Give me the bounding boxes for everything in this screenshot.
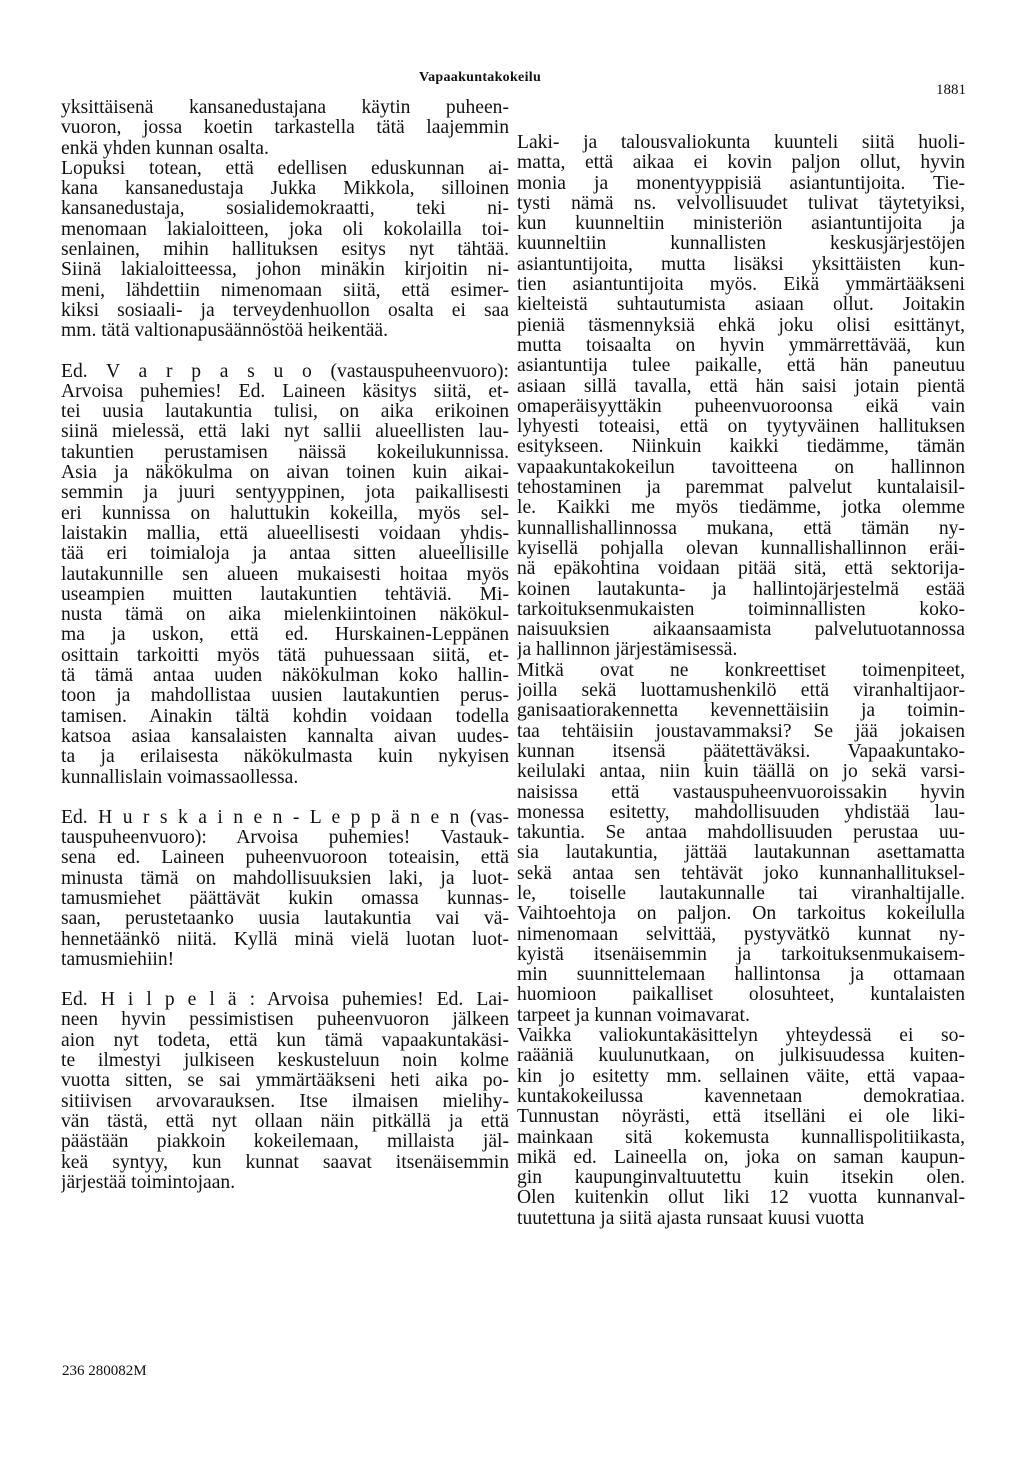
text-line: mutta toisaalta on hyvin ymmärrettävää, kun bbox=[517, 335, 965, 356]
text-line: aion nyt todeta, että kun tämä vapaakuntakäsi- bbox=[61, 1030, 509, 1051]
text-line: kunnallislain voimassaollessa. bbox=[61, 767, 299, 788]
text-line: eri kunnissa on haluttukin kokeilla, myös sel- bbox=[61, 503, 509, 524]
footer-printer-code: 236 280082M bbox=[62, 1363, 147, 1379]
text-line: katsoa asiaa kansalaisten kannalta aivan uudes- bbox=[61, 726, 509, 747]
text-line: tamusmiehet päättävät kukin omassa kunnas- bbox=[61, 888, 509, 909]
text-line: siinä mielessä, että laki nyt sallii alueellisten lau- bbox=[61, 422, 509, 443]
text-line: kuntakokeilussa kavennetaan demokratiaa. bbox=[517, 1086, 965, 1107]
text-line: monia ja monentyyppisiä asiantuntijoita. Tie- bbox=[517, 173, 965, 194]
text-line: tamusmiehiin! bbox=[61, 949, 175, 970]
text-line: lyhyesti toteaisi, että on tyytyväinen hallituksen bbox=[517, 417, 965, 438]
text-line: tei uusia lautakuntia tulisi, on aika erikoinen bbox=[61, 402, 509, 423]
text-line: naisuuksien aikaansaamista palvelutuotannossa bbox=[517, 620, 965, 641]
text-line: monessa esitetty, mahdollisuuden yhdistää lau- bbox=[517, 802, 965, 823]
text-line: Olen kuitenkin ollut liki 12 vuotta kunnanval- bbox=[517, 1188, 965, 1209]
text-line: asiantuntija tulee paikalle, että hän paneutuu bbox=[517, 356, 965, 377]
text-line: tä tämä antaa uuden näkökulman koko hallin- bbox=[61, 666, 509, 687]
text-line: mikä ed. Laineella on, joka on saman kaupun- bbox=[517, 1147, 965, 1168]
text-line: sia lautakuntia, jättää lautakunnan asettamatta bbox=[517, 843, 965, 864]
text-line: Ed. H i l p e l ä : Arvoisa puhemies! Ed. Lai- bbox=[61, 990, 509, 1011]
text-line: meni, lähdettiin nimenomaan siitä, että esimer- bbox=[61, 280, 509, 301]
text-line: Arvoisa puhemies! Ed. Laineen käsitys siitä, et- bbox=[61, 381, 509, 402]
text-line: nimenomaan selvittää, pystyvätkö kunnat ny- bbox=[517, 924, 965, 945]
page-number: 1881 bbox=[936, 82, 966, 98]
text-line: sena ed. Laineen puheenvuoroon toteaisin, että bbox=[61, 848, 509, 869]
text-line: kun kuunneltiin ministeriön asiantuntijoita ja bbox=[517, 214, 965, 235]
text-line: yksittäisenä kansanedustajana käytin puheen- bbox=[61, 98, 509, 118]
text-line: tien asiantuntijoita myös. Eikä ymmärtääkseni bbox=[517, 275, 965, 296]
text-line: Vaikka valiokuntakäsittelyn yhteydessä ei so- bbox=[517, 1026, 965, 1047]
paragraph-gap bbox=[61, 342, 509, 362]
text-line: Ed. V a r p a s u o (vastauspuheenvuoro): bbox=[61, 361, 509, 382]
text-line: kielteistä suhtautumista asiaan ollut. Joitakin bbox=[517, 295, 965, 316]
text-line: le. Kaikki me myös tiedämme, jotka olemme bbox=[517, 498, 965, 519]
text-line: ma ja uskon, että ed. Hurskainen-Leppänen bbox=[61, 625, 509, 646]
text-line: raääniä kuulunutkaan, on julkisuudessa kuiten- bbox=[517, 1046, 965, 1067]
text-line: esitykseen. Niinkuin kaikki tiedämme, tämän bbox=[517, 437, 965, 458]
text-line: neen hyvin pessimistisen puheenvuoron jälkeen bbox=[61, 1010, 509, 1031]
text-line: Lopuksi totean, että edellisen eduskunnan ai- bbox=[61, 158, 509, 179]
running-header-title: Vapaakuntakokeilu bbox=[418, 70, 542, 85]
paragraph-gap bbox=[61, 970, 509, 990]
text-line: matta, että aikaa ei kovin paljon ollut, hyvin bbox=[517, 153, 965, 174]
text-line: Laki- ja talousvaliokunta kuunteli siitä huoli- bbox=[517, 133, 965, 153]
text-line: toon ja mahdollistaa uusien lautakuntien perus- bbox=[61, 686, 509, 707]
text-line: tää eri toimialoja ja antaa sitten alueellisille bbox=[61, 544, 509, 565]
text-line: huomioon paikalliset olosuhteet, kuntalaisten bbox=[517, 985, 965, 1006]
text-line: asiantuntijoita, mutta lisäksi yksittäisten kun- bbox=[517, 254, 965, 275]
text-line: useampien muitten lautakuntien tehtäviä. Mi- bbox=[61, 584, 509, 605]
text-line: koinen lautakunta- ja hallintojärjestelmä estää bbox=[517, 579, 965, 600]
paragraph-gap bbox=[61, 788, 509, 808]
text-line: naisissa että vastauspuheenvuoroissakin hyvin bbox=[517, 782, 965, 803]
text-line: keilulaki antaa, niin kuin täällä on jo sekä varsi- bbox=[517, 762, 965, 783]
text-line: semmin ja juuri sentyyppinen, jota paikallisesti bbox=[61, 483, 509, 504]
left-text-column bbox=[61, 98, 509, 1193]
text-line: kansanedustaja, sosialidemokraatti, teki ni- bbox=[61, 199, 509, 220]
text-line: Mitkä ovat ne konkreettiset toimenpiteet, bbox=[517, 660, 965, 681]
text-line: omaperäisyyttäkin puheenvuoroonsa eikä vain bbox=[517, 396, 965, 417]
text-line: tarpeet ja kunnan voimavarat. bbox=[517, 1005, 750, 1026]
text-line: kin jo esitetty mm. sellainen väite, että vapaa- bbox=[517, 1066, 965, 1087]
text-line: nä epäkohtina voidaan pitää sitä, että sektorija- bbox=[517, 559, 965, 580]
text-line: takuntia. Se antaa mahdollisuuden perustaa uu- bbox=[517, 823, 965, 844]
text-line: nusta tämä on aika mielenkiintoinen näkökul- bbox=[61, 605, 509, 626]
text-line: osittain tarkoitti myös tätä puhuessaan siitä, et- bbox=[61, 645, 509, 666]
text-line: kana kansanedustaja Jukka Mikkola, silloinen bbox=[61, 179, 509, 200]
text-line: takuntien perustamisen näissä kokeilukunnissa. bbox=[61, 442, 509, 463]
text-line: mainkaan sitä kokemusta kunnallispolitiikasta, bbox=[517, 1127, 965, 1148]
text-line: vapaakuntakokeilun tavoitteena on hallinnon bbox=[517, 457, 965, 478]
text-line: te ilmestyi julkiseen keskusteluun noin kolme bbox=[61, 1051, 509, 1072]
text-line: hennetäänkö niitä. Kyllä minä vielä luotan luot- bbox=[61, 929, 509, 950]
text-line: enkä yhden kunnan osalta. bbox=[61, 138, 269, 159]
text-line: tysti nämä ns. velvollisuudet tulivat täytetyiksi, bbox=[517, 193, 965, 214]
text-line: menomaan lakialoitteen, joka oli kokolailla toi- bbox=[61, 219, 509, 240]
text-line: tamisen. Ainakin tältä kohdin voidaan todella bbox=[61, 706, 509, 727]
text-line: taa tehtäisiin joustavammaksi? Se jää jokaisen bbox=[517, 721, 965, 742]
text-line: Vaihtoehtoja on paljon. On tarkoitus kokeilulla bbox=[517, 904, 965, 925]
text-line: asiaan sillä tavalla, että hän saisi jotain pientä bbox=[517, 376, 965, 397]
text-line: gin kaupunginvaltuutettu kuin itsekin olen. bbox=[517, 1168, 965, 1189]
text-line: Asia ja näkökulma on aivan toinen kuin aikai- bbox=[61, 463, 509, 484]
text-line: Tunnustan nöyrästi, että itselläni ei ole liki- bbox=[517, 1107, 965, 1128]
text-line: kiksi sosiaali- ja terveydenhuollon osalta ei saa bbox=[61, 300, 509, 321]
text-line: ganisaatiorakennetta kevennettäisiin ja toimin- bbox=[517, 701, 965, 722]
text-line: min suunnittelemaan hallintonsa ja ottamaan bbox=[517, 965, 965, 986]
text-line: kuunneltiin kunnallisten keskusjärjestöjen bbox=[517, 234, 965, 255]
text-line: tuutettuna ja siitä ajasta runsaat kuusi vuotta bbox=[517, 1208, 865, 1229]
text-line: senlainen, mihin hallituksen esitys nyt tähtää. bbox=[61, 240, 509, 261]
text-line: tarkoituksenmukaisten toiminnallisten koko- bbox=[517, 599, 965, 620]
text-line: vuotta sitten, se sai ymmärtääkseni heti aika po- bbox=[61, 1071, 509, 1092]
text-line: kunnallishallinnossa mukana, että tämän ny- bbox=[517, 518, 965, 539]
text-line: minusta tämä on mahdollisuuksien laki, ja luot- bbox=[61, 868, 509, 889]
text-line: tehostaminen ja paremmat palvelut kuntalaisil- bbox=[517, 478, 965, 499]
text-line: lautakunnille sen alueen mukaisesti hoitaa myös bbox=[61, 564, 509, 585]
text-line: kyisellä pohjalla olevan kunnallishallinnon eräi- bbox=[517, 538, 965, 559]
text-line: Ed. H u r s k a i n e n - L e p p ä n e n (vas- bbox=[61, 807, 509, 828]
text-line: sitiivisen arvovarauksen. Itse ilmaisen mielihy- bbox=[61, 1091, 509, 1112]
text-line: päästään piakkoin kokeilemaan, millaista jäl- bbox=[61, 1132, 509, 1153]
text-line: mm. tätä valtionapusäännöstöä heikentää. bbox=[61, 321, 388, 342]
right-text-column bbox=[517, 133, 965, 1229]
text-line: saan, perustetaanko uusia lautakuntia vai vä- bbox=[61, 909, 509, 930]
text-line: kunnan itsensä päätettäväksi. Vapaakuntako- bbox=[517, 741, 965, 762]
text-line: le, toiselle lautakunnalle tai viranhaltijalle. bbox=[517, 883, 965, 904]
text-line: kyistä itsenäisemmin ja tarkoituksenmukaisem- bbox=[517, 944, 965, 965]
text-line: Siinä lakialoitteessa, johon minäkin kirjoitin ni- bbox=[61, 260, 509, 281]
text-line: sekä antaa sen tehtävät joko kunnanhallituksel- bbox=[517, 863, 965, 884]
text-line: laistakin mallia, että alueellisesti voidaan yhdis- bbox=[61, 523, 509, 544]
text-line: joilla sekä luottamushenkilö että viranhaltijaor- bbox=[517, 681, 965, 702]
text-line: ta ja erilaisesta näkökulmasta kuin nykyisen bbox=[61, 747, 509, 768]
text-line: tauspuheenvuoro): Arvoisa puhemies! Vastauk- bbox=[61, 828, 509, 849]
text-line: vuoron, jossa koetin tarkastella tätä laajemmin bbox=[61, 118, 509, 139]
text-line: järjestää toimintojaan. bbox=[61, 1172, 236, 1193]
text-line: ja hallinnon järjestämisessä. bbox=[517, 640, 738, 661]
text-line: vän tästä, että nyt ollaan näin pitkällä ja että bbox=[61, 1111, 509, 1132]
text-line: keä syntyy, kun kunnat saavat itsenäisemmin bbox=[61, 1152, 509, 1173]
text-line: pieniä täsmennyksiä ehkä joku olisi esittänyt, bbox=[517, 315, 965, 336]
